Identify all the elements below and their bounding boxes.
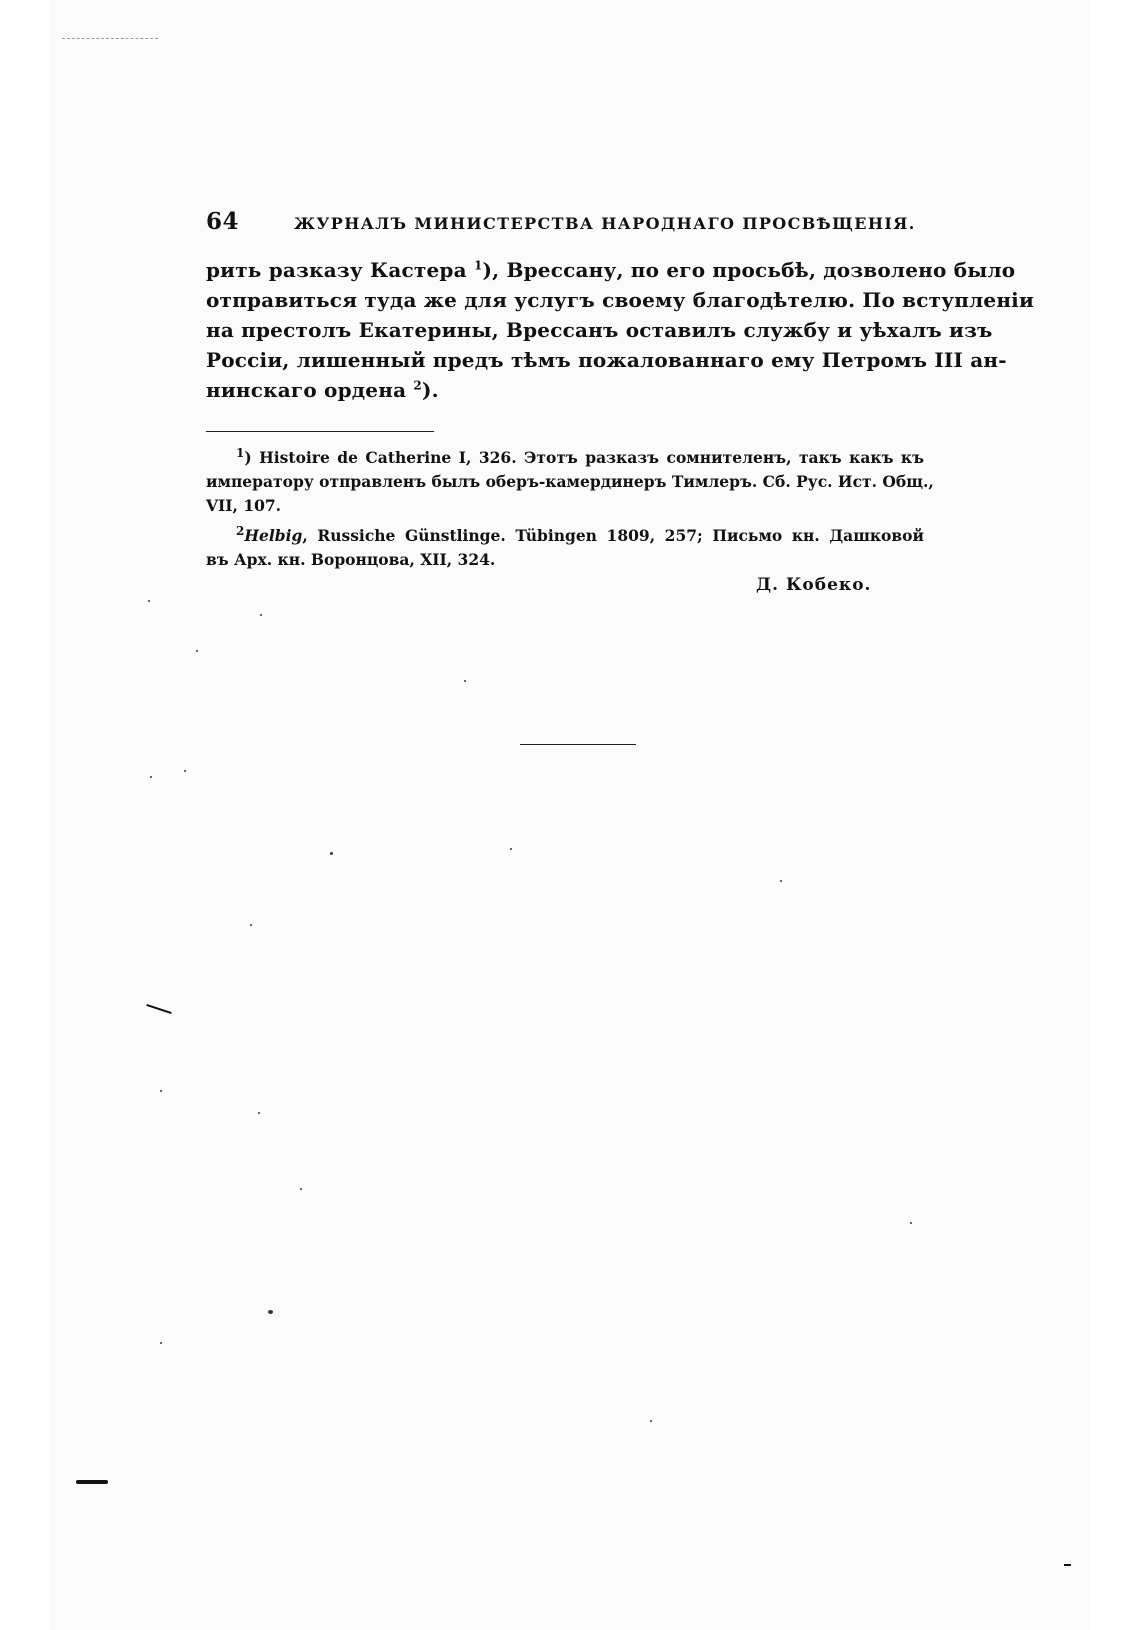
footnote-text: ) Histoire de Catherine I, 326. Этотъ разказъ сомнителенъ, такъ какъ къ	[244, 448, 924, 467]
footnote-line: VII, 107.	[206, 496, 282, 515]
scan-speck	[184, 770, 186, 772]
footnote-marker: 1	[236, 445, 245, 460]
footnote-text: , Russiche Günstlinge. Tübingen 1809, 257; Письмо кн. Дашковой	[302, 526, 924, 545]
author-signature: Д. Кобеко.	[756, 575, 872, 595]
scan-speck	[160, 1090, 162, 1092]
footnote-line: императору отправленъ былъ оберъ-камердинеръ Тимлеръ. Сб. Рус. Ист. Общ.,	[206, 472, 934, 491]
footnote-line	[206, 523, 924, 550]
footnote-ref: 2	[413, 378, 422, 393]
footnote-author: Helbig	[244, 526, 303, 545]
footnote-line	[206, 445, 924, 472]
scan-speck	[150, 776, 152, 778]
scan-smudge	[76, 1480, 108, 1484]
footnotes	[206, 445, 934, 574]
scan-speck	[250, 924, 252, 926]
body-line: на престолъ Екатерины, Врессанъ оставилъ службу и уѣхалъ изъ	[206, 318, 993, 342]
scan-speck	[148, 600, 150, 602]
footnote-marker: 2	[236, 523, 245, 538]
running-title: ЖУРНАЛЪ МИНИСТЕРСТВА НАРОДНАГО ПРОСВѢЩЕНІЯ.	[294, 214, 916, 233]
body-line: Россіи, лишенный предъ тѣмъ пожалованнаго ему Петромъ III ан-	[206, 348, 1007, 372]
page-background	[50, 0, 1090, 1630]
body-paragraph	[206, 258, 1034, 408]
body-line	[206, 378, 921, 408]
scan-speck	[268, 1310, 273, 1314]
scan-smudge	[1064, 1564, 1071, 1566]
body-line	[206, 258, 1016, 288]
scan-speck	[300, 1188, 302, 1190]
scan-speck	[260, 614, 262, 616]
scan-speck	[160, 1342, 162, 1344]
body-line-tail: ).	[421, 378, 439, 402]
body-line-text: рить разказу Кастера	[206, 258, 474, 282]
footnote-separator	[206, 431, 434, 432]
scan-speck	[910, 1222, 912, 1224]
scan-speck	[330, 852, 333, 855]
end-rule	[520, 744, 636, 745]
scan-speck	[196, 650, 198, 652]
page-number: 64	[206, 208, 240, 235]
scan-speck	[780, 880, 782, 882]
body-line-tail: ), Врессану, по его просьбѣ, дозволено было	[482, 258, 1016, 282]
scan-speck	[258, 1112, 260, 1114]
body-line: отправиться туда же для услугъ своему благодѣтелю. По вступленіи	[206, 288, 1034, 312]
scan-speck	[650, 1420, 652, 1422]
scan-speck	[510, 848, 512, 850]
footnote-ref: 1	[473, 258, 483, 273]
page-header	[206, 208, 926, 238]
footnote-line: въ Арх. кн. Воронцова, XII, 324.	[206, 550, 496, 569]
scan-artifact-line	[62, 38, 158, 39]
scan-speck	[464, 680, 466, 682]
body-line-text: нинскаго ордена	[206, 378, 414, 402]
